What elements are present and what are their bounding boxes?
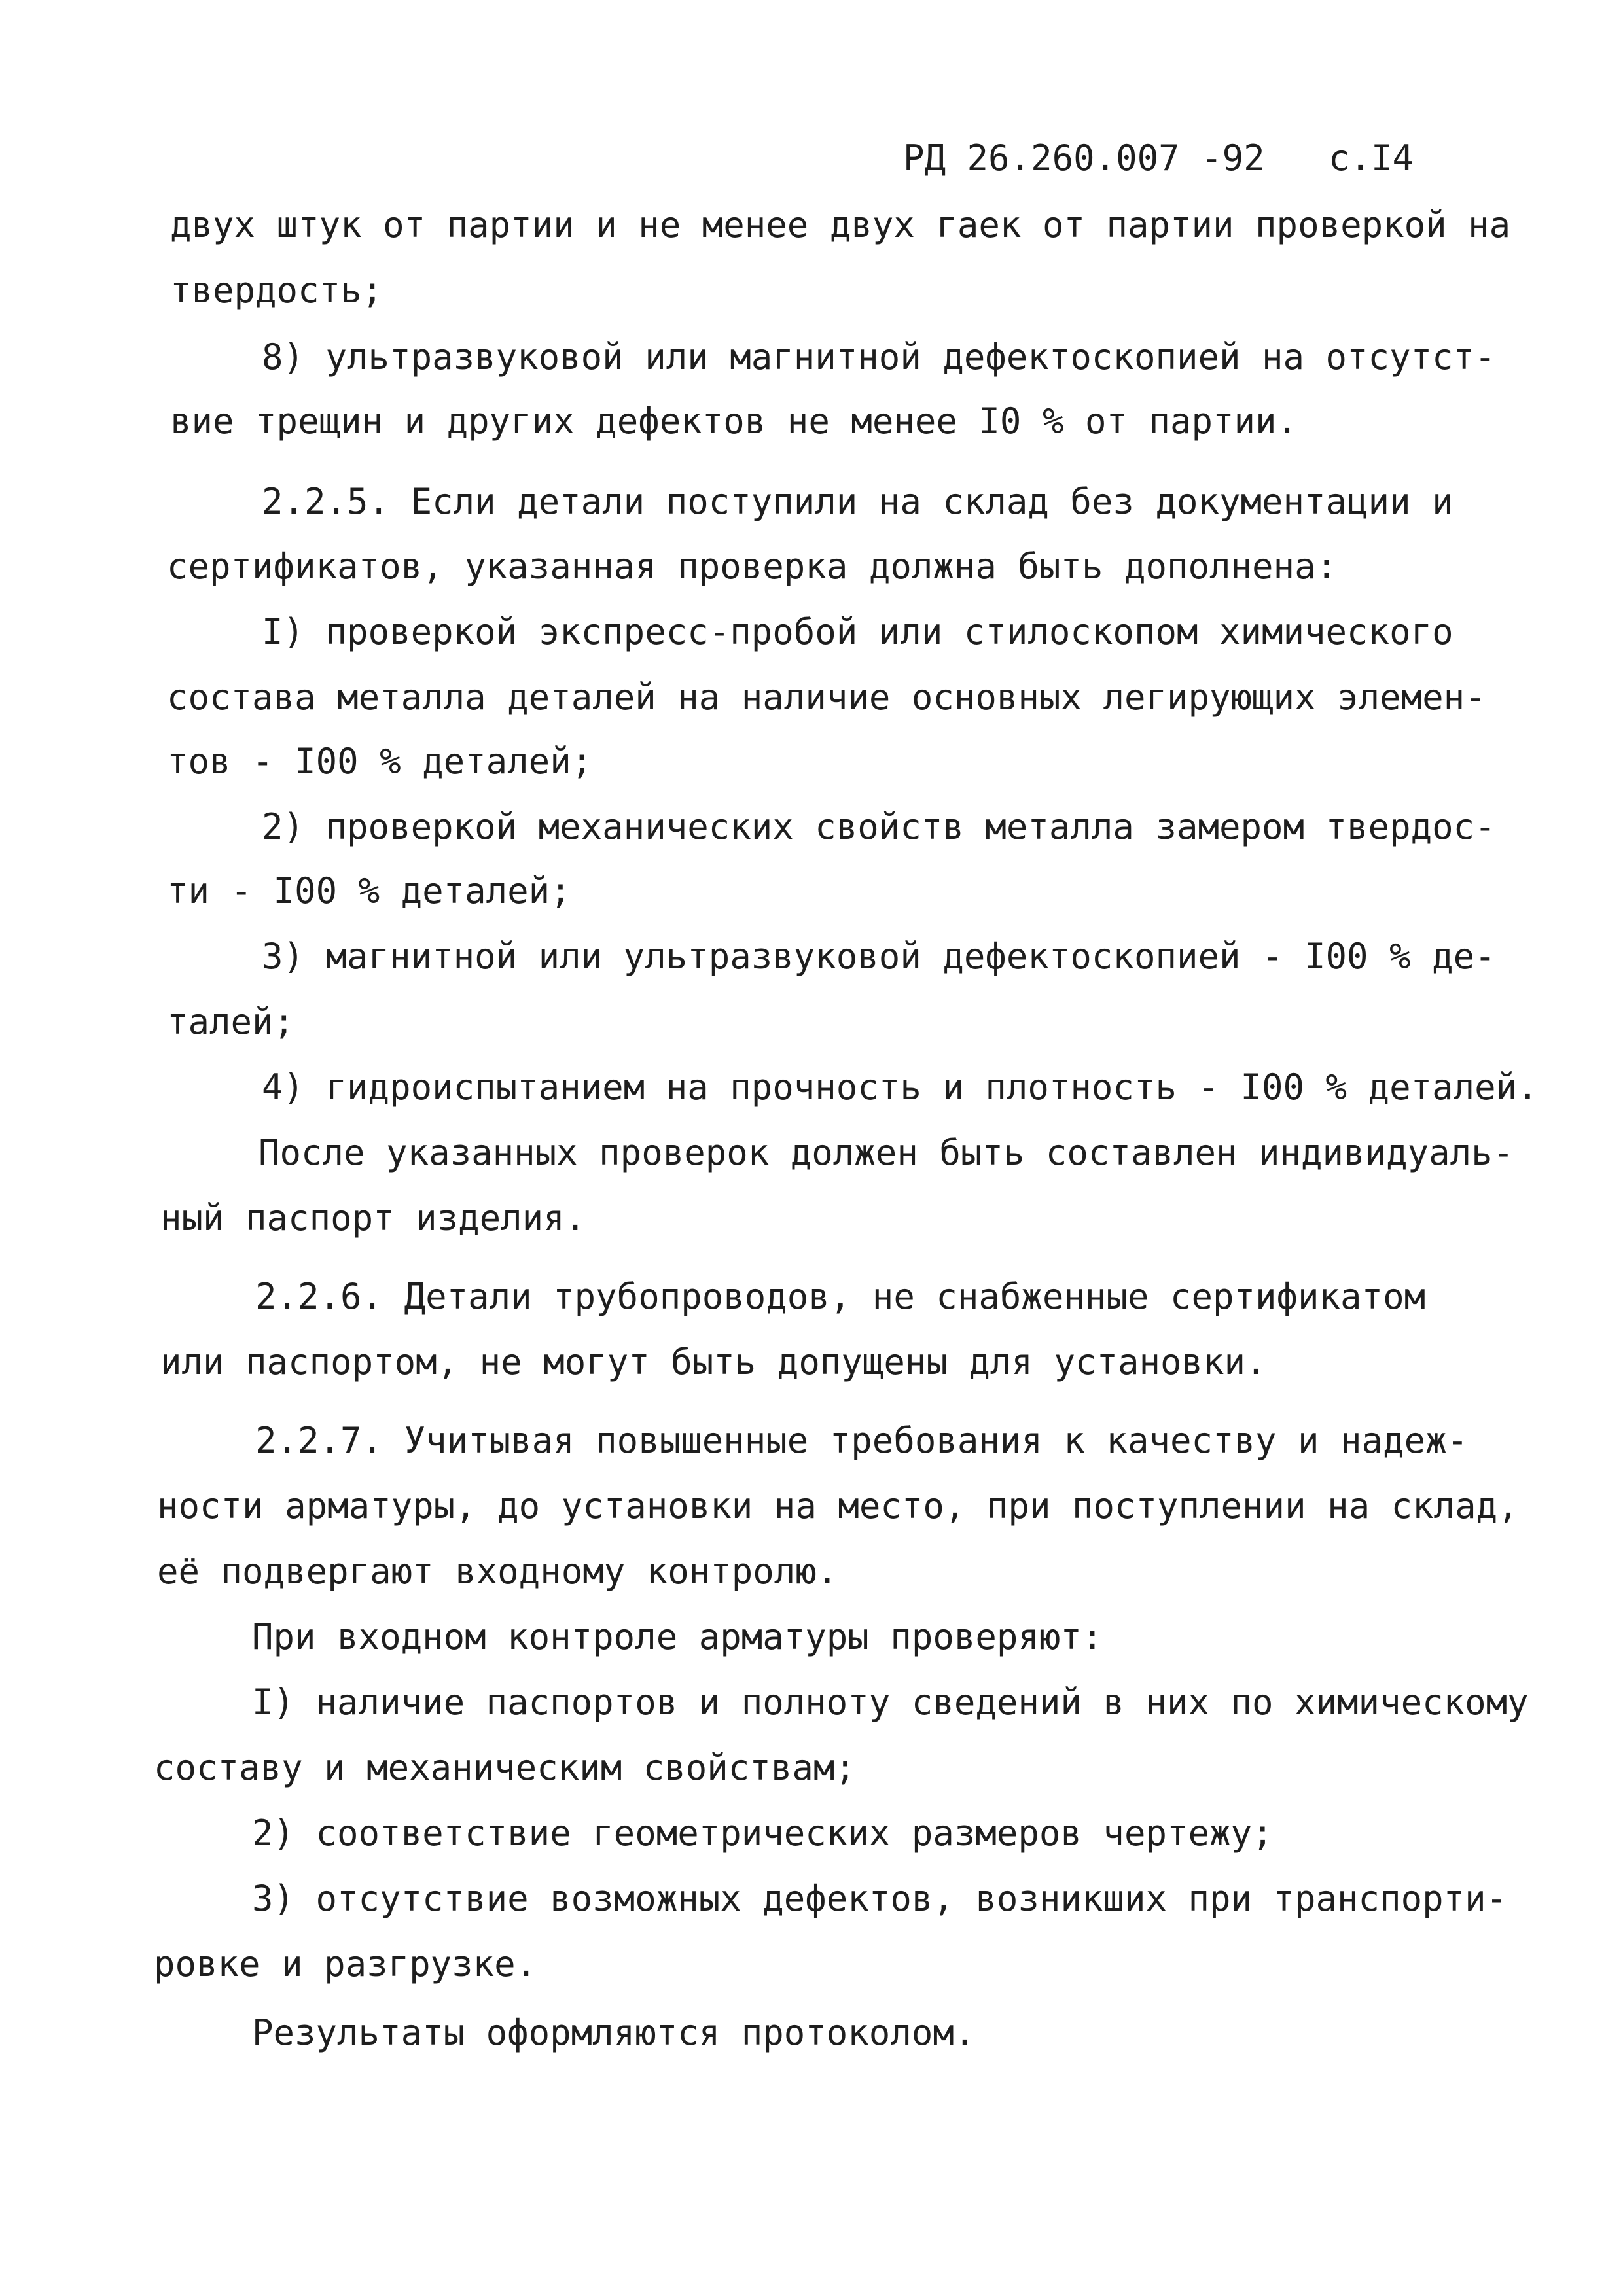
text-line: I) проверкой экспресс-пробой или стилоскопом химического <box>262 611 1454 652</box>
text-line: 2) соответствие геометрических размеров чертежу; <box>252 1812 1274 1854</box>
text-line: 4) гидроиспытанием на прочность и плотность - I00 % деталей. <box>262 1067 1539 1108</box>
text-line: При входном контроле арматуры проверяют: <box>252 1616 1103 1657</box>
text-line: 3) магнитной или ультразвуковой дефектоскопией - I00 % де- <box>262 936 1496 977</box>
document-header: РД 26.260.007 -92 <box>903 137 1265 179</box>
text-line: После указанных проверок должен быть составлен индивидуаль- <box>259 1132 1514 1173</box>
text-line: вие трещин и других дефектов не менее I0 % от партии. <box>170 400 1298 442</box>
text-line: сертификатов, указанная проверка должна быть дополнена: <box>167 546 1338 587</box>
text-line: её подвергают входному контролю. <box>157 1551 838 1592</box>
text-line: 2.2.6. Детали трубопроводов, не снабженные сертификатом <box>255 1276 1426 1317</box>
text-line: 2) проверкой механических свойств металла замером твердос- <box>262 806 1496 847</box>
text-line: ти - I00 % деталей; <box>167 870 571 911</box>
text-line: ный паспорт изделия. <box>160 1197 586 1239</box>
text-line: Результаты оформляются протоколом. <box>252 2012 976 2053</box>
text-line: твердость; <box>170 270 383 311</box>
text-line: ровке и разгрузке. <box>154 1943 537 1985</box>
text-line: 3) отсутствие возможных дефектов, возникших при транспорти- <box>252 1878 1508 1919</box>
text-line: 2.2.7. Учитывая повышенные требования к качеству и надеж- <box>255 1420 1469 1461</box>
text-line: ности арматуры, до установки на место, при поступлении на склад, <box>157 1485 1519 1527</box>
text-line: тов - I00 % деталей; <box>167 741 593 782</box>
text-line: двух штук от партии и не менее двух гаек от партии проверкой на <box>170 204 1511 245</box>
page-number: с.I4 <box>1329 137 1414 179</box>
text-line: талей; <box>167 1001 295 1042</box>
text-line: I) наличие паспортов и полноту сведений в них по химическому <box>252 1682 1529 1723</box>
text-line: составу и механическим свойствам; <box>154 1747 856 1788</box>
text-line: 2.2.5. Если детали поступили на склад без документации и <box>262 481 1454 522</box>
text-line: 8) ультразвуковой или магнитной дефектоскопией на отсутст- <box>262 336 1496 378</box>
text-line: состава металла деталей на наличие основных легирующих элемен- <box>167 677 1486 718</box>
text-line: или паспортом, не могут быть допущены для установки. <box>160 1341 1267 1383</box>
